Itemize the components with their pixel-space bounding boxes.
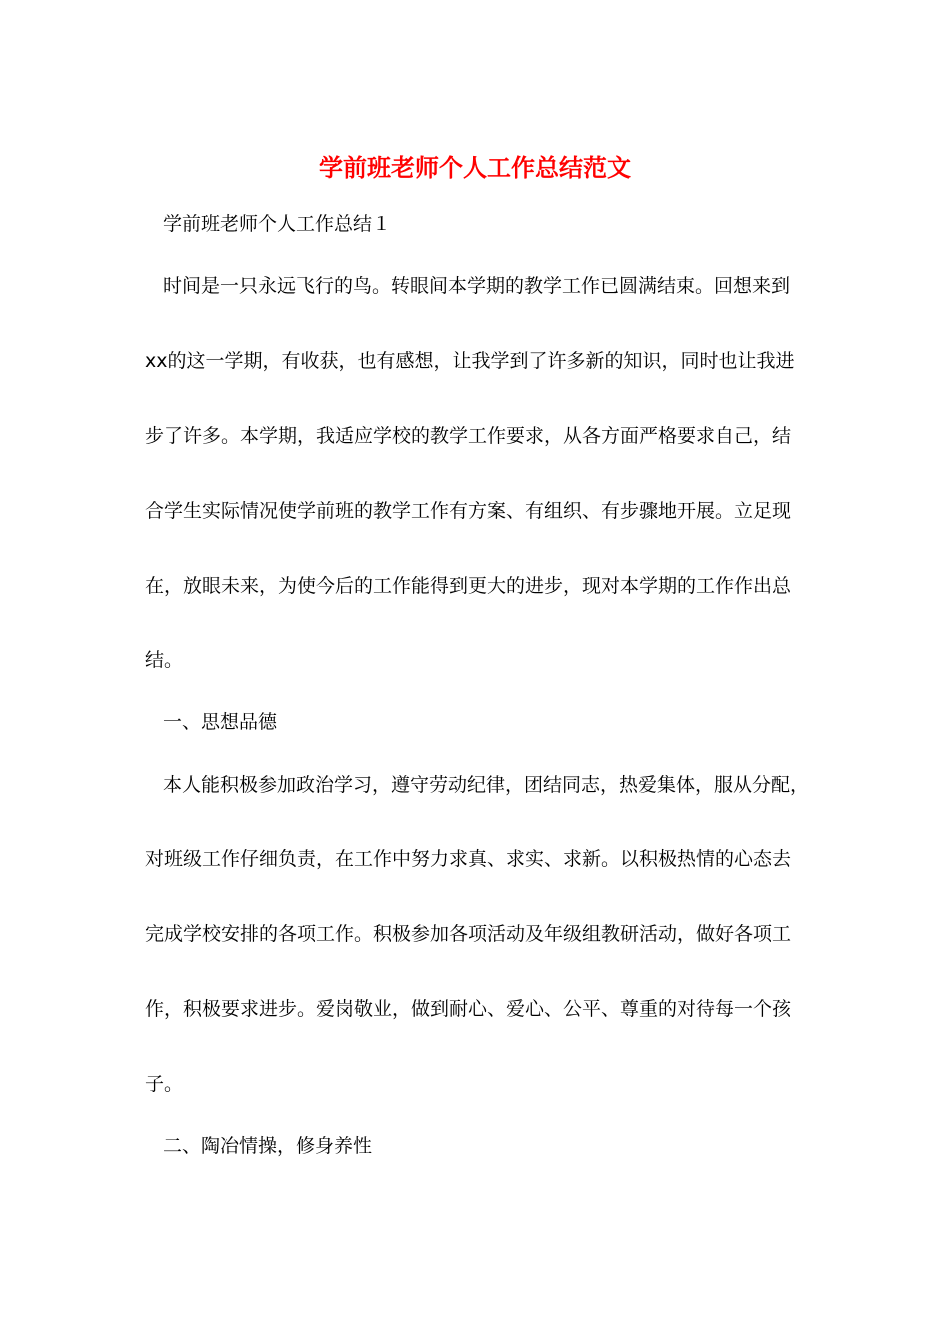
- paragraph-line: 步了许多。本学期，我适应学校的教学工作要求，从各方面严格要求自己，结: [145, 425, 792, 447]
- document-title: 学前班老师个人工作总结范文: [319, 153, 631, 182]
- paragraph-line: 完成学校安排的各项工作。积极参加各项活动及年级组教研活动，做好各项工: [145, 923, 792, 945]
- section-heading: 一、思想品德: [163, 711, 278, 733]
- paragraph-line: 作，积极要求进步。爱岗敬业，做到耐心、爱心、公平、尊重的对待每一个孩: [145, 998, 792, 1020]
- paragraph-line: 对班级工作仔细负责，在工作中努力求真、求实、求新。以积极热情的心态去: [145, 848, 792, 870]
- paragraph-line: 合学生实际情况使学前班的教学工作有方案、有组织、有步骤地开展。立足现: [145, 500, 792, 522]
- paragraph-line: 子。: [145, 1073, 184, 1095]
- paragraph-line: 在，放眼未来，为使今后的工作能得到更大的进步，现对本学期的工作作出总: [145, 575, 792, 597]
- paragraph-line: xx的这一学期，有收获，也有感想，让我学到了许多新的知识，同时也让我进: [145, 350, 795, 372]
- paragraph-line: 时间是一只永远飞行的鸟。转眼间本学期的教学工作已圆满结束。回想来到: [163, 275, 791, 297]
- paragraph-line: 结。: [145, 649, 184, 671]
- document-subtitle: 学前班老师个人工作总结１: [163, 213, 392, 235]
- section-heading: 二、陶冶情操，修身养性: [163, 1135, 373, 1157]
- paragraph-line: 本人能积极参加政治学习，遵守劳动纪律，团结同志，热爱集体，服从分配，: [163, 774, 810, 796]
